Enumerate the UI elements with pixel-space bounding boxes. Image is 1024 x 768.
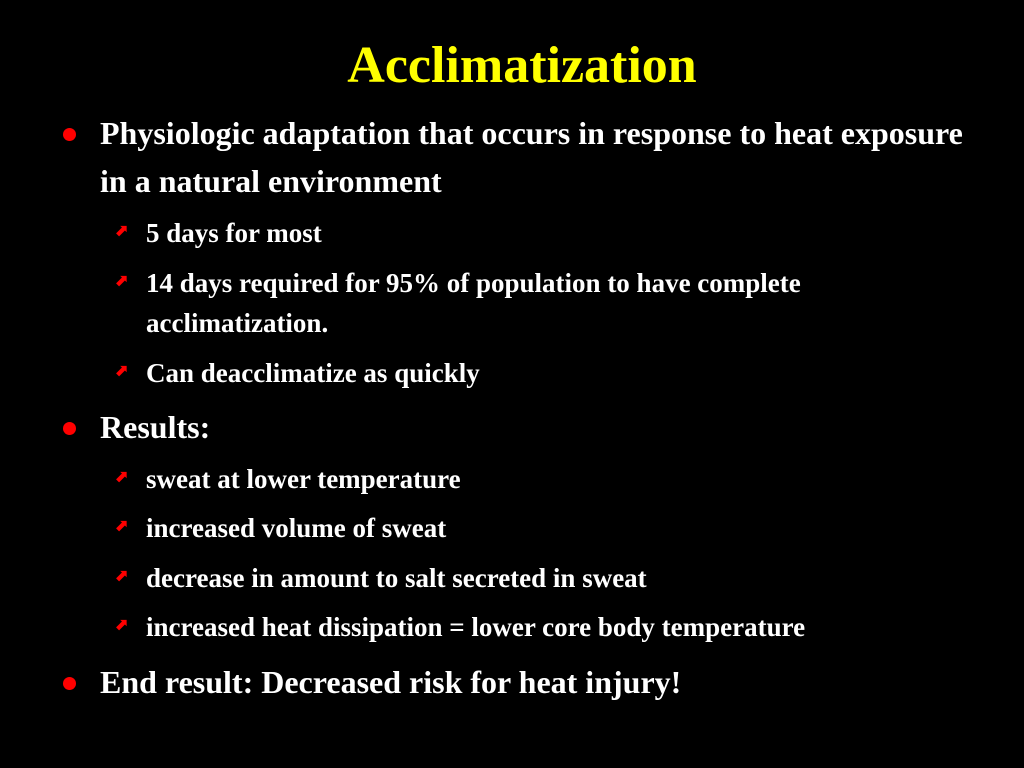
red-arrow-icon: ⬈	[114, 221, 129, 241]
bullet-text: End result: Decreased risk for heat injury!	[100, 664, 682, 700]
bullet-item	[100, 403, 980, 451]
red-arrow-icon: ⬈	[114, 361, 129, 381]
sub-bullet-text: increased volume of sweat	[146, 513, 447, 543]
red-dot-icon	[63, 422, 76, 435]
red-arrow-icon: ⬈	[114, 566, 129, 586]
sub-bullet-item	[114, 508, 986, 548]
red-dot-icon	[63, 677, 76, 690]
sub-bullet-text: decrease in amount to salt secreted in sweat	[146, 563, 647, 593]
red-arrow-icon: ⬈	[114, 271, 129, 291]
sub-bullet-text: 14 days required for 95% of population to have complete acclimatization.	[146, 268, 801, 338]
bullet-item	[100, 658, 980, 706]
bullet-text: Physiologic adaptation that occurs in response to heat exposure in a natural environment	[100, 115, 963, 199]
bullet-text: Results:	[100, 409, 211, 445]
sub-bullet-text: increased heat dissipation = lower core body temperature	[146, 612, 806, 642]
sub-bullet-item	[114, 607, 986, 647]
sub-bullet-text: sweat at lower temperature	[146, 464, 461, 494]
red-dot-icon	[63, 128, 76, 141]
slide-title: Acclimatization	[347, 37, 697, 94]
red-arrow-icon: ⬈	[114, 467, 129, 487]
sub-bullet-item	[114, 353, 986, 393]
sub-bullet-item	[114, 558, 986, 598]
sub-bullet-text: Can deacclimatize as quickly	[146, 358, 480, 388]
sub-bullet-item	[114, 459, 986, 499]
sub-bullet-item	[114, 213, 986, 253]
sub-bullet-text: 5 days for most	[146, 218, 322, 248]
bullet-item	[100, 109, 980, 205]
red-arrow-icon: ⬈	[114, 615, 129, 635]
red-arrow-icon: ⬈	[114, 516, 129, 536]
sub-bullet-item	[114, 263, 986, 343]
